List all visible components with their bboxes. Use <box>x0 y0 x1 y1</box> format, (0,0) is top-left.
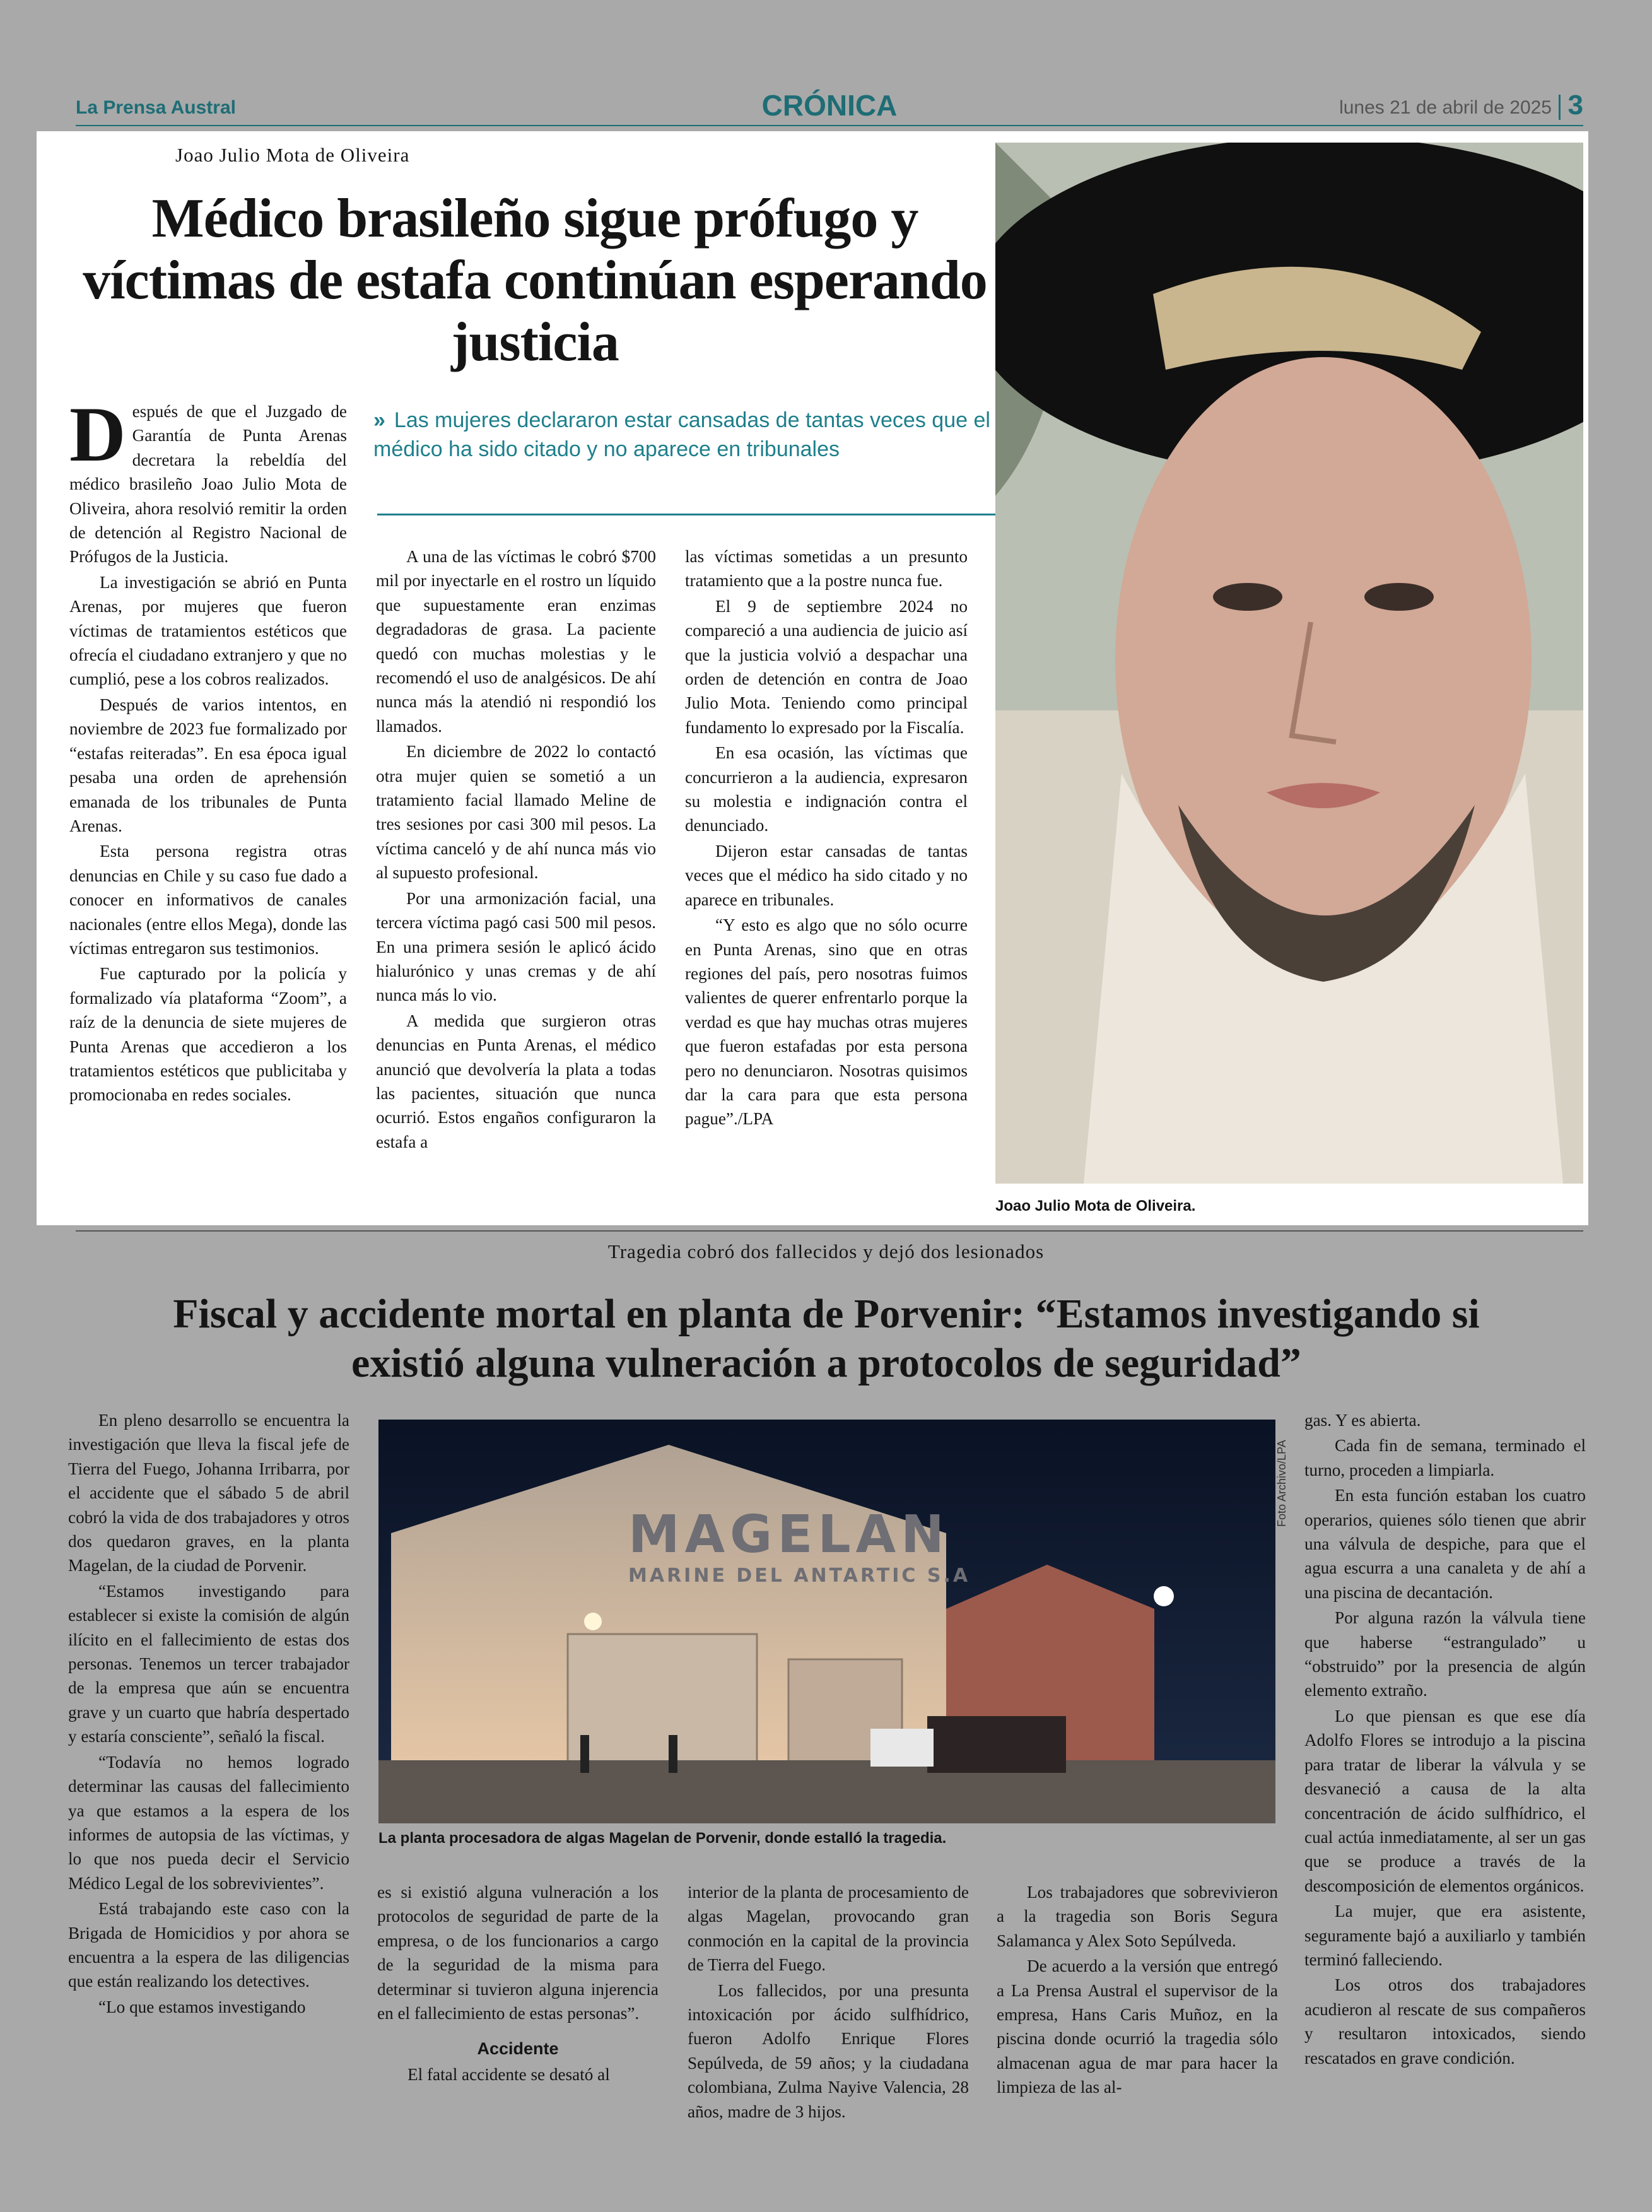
portrait-illustration <box>995 143 1583 1184</box>
paragraph: Esta persona registra otras denuncias en Chile y su caso fue dado a conocer en informativos de canales nacionales (entre ellos Mega), donde las víctimas entregaron sus testimonios. <box>69 842 347 958</box>
plant-photo-caption: La planta procesadora de algas Magelan de Porvenir, donde estalló la tragedia. <box>378 1830 947 1847</box>
page-header <box>76 88 1583 126</box>
paragraph: En esta función estaban los cuatro operarios, quienes sólo tienen que abrir una válvula de despiche, para que el agua escurra a una canaleta y de ahí a una piscina de decantación. <box>1304 1486 1586 1602</box>
plant-sign-name: MAGELAN <box>628 1505 949 1565</box>
paragraph: La mujer, que era asistente, seguramente bajó a auxiliarlo y también terminó falleciendo. <box>1304 1902 1586 1969</box>
paragraph: En diciembre de 2022 lo contactó otra mujer quien se sometió a un tratamiento facial llamado Meline de tres sesiones por casi 300 mil pesos. La víctima canceló y de ahí nunca más vio al supuesto profesional. <box>376 742 656 883</box>
header-rule <box>76 125 1583 126</box>
paragraph: Por una armonización facial, una tercera víctima pagó casi 500 mil pesos. En una primera sesión le aplicó ácido hialurónico y unas cremas y de ahí nunca más lo vio. <box>376 888 656 1005</box>
photo-credit: Foto Archivo/LPA <box>1275 1440 1288 1527</box>
paragraph: Lo que piensan es que ese día Adolfo Flores se introdujo a la piscina para tratar de liberar la válvula y se desvaneció a causa de la alta concentración de ácido sulfhídrico, el cual actúa inmediatamente, al ser un gas que se produce a través de la descomposición de elementos orgánicos. <box>1304 1706 1586 1895</box>
pull-quote-text: Las mujeres declararon estar cansadas de tantas veces que el médico ha sido citado y no aparece en tribunales <box>373 408 990 461</box>
story1-column-3 <box>685 544 968 1132</box>
paragraph: “Todavía no hemos logrado determinar las causas del fallecimiento ya que estamos a la espera de los informes de autopsia de las víctimas, y lo que nos pueda decir el Servicio Médico Legal de los sobrevivientes”. <box>68 1752 349 1893</box>
paragraph: A medida que surgieron otras denuncias en Punta Arenas, el médico anunció que devolvería la plata a todas las pacientes, situación que nunca ocurrió. Estos engaños configuraron la estafa a <box>376 1011 656 1151</box>
paragraph: “Lo que estamos investigando <box>98 1997 306 2016</box>
magelan-plant-photo <box>378 1420 1275 1823</box>
paragraph: El fatal accidente se desató al <box>407 2064 610 2084</box>
doctor-portrait-photo <box>995 143 1583 1184</box>
subhead-accidente: Accidente <box>477 2039 559 2059</box>
story1-column-1 <box>69 391 347 1109</box>
newspaper-brand: La Prensa Austral <box>76 97 236 118</box>
story1-column-2 <box>376 544 656 1155</box>
plant-sign-subtitle: MARINE DEL ANTARTIC S.A <box>628 1565 971 1587</box>
paragraph: gas. Y es abierta. <box>1304 1411 1421 1430</box>
story-doctor-fugitive <box>37 131 1588 1225</box>
story2-column-5 <box>1304 1408 1586 2071</box>
paragraph: es si existió alguna vulneración a los protocolos de seguridad de parte de la empresa, o de los funcionarios a cargo de la seguridad de la misma para determinar si tuvieron alguna injerencia en el fallecimiento de estas personas”. <box>377 1883 659 2023</box>
story1-headline: Médico brasileño sigue prófugo y víctimas de estafa continúan esperando justicia <box>83 188 987 373</box>
page-number: 3 <box>1567 90 1583 121</box>
story2-column-2 <box>377 1880 659 2088</box>
paragraph: las víctimas sometidas a un presunto tratamiento que a la postre nunca fue. <box>685 547 968 591</box>
paragraph: Los otros dos trabajadores acudieron al rescate de sus compañeros y resultaron intoxicados, siendo rescatados en grave condición. <box>1304 1975 1586 2068</box>
paragraph: Por alguna razón la válvula tiene que haberse “estrangulado” u “obstruido” por la presencia de algún elemento extraño. <box>1304 1608 1586 1700</box>
story1-kicker: Joao Julio Mota de Oliveira <box>175 144 410 166</box>
paragraph: Dijeron estar cansadas de tantas veces que el médico ha sido citado y no aparece en tribunales. <box>685 841 968 909</box>
paragraph: Cada fin de semana, terminado el turno, proceden a limpiarla. <box>1304 1436 1586 1480</box>
pull-quote-rule <box>377 514 1004 515</box>
paragraph: Los fallecidos, por una presunta intoxicación por ácido sulfhídrico, fueron Adolfo Enrique Flores Sepúlveda, de 59 años; y la ciudadana colombiana, Zulma Nayive Valencia, 28 años, madre de 3 hijos. <box>688 1980 969 2121</box>
story2-column-3 <box>688 1880 969 2125</box>
paragraph: De acuerdo a la versión que entregó a La Prensa Austral el supervisor de la empresa, Hans Caris Muñoz, en la piscina donde ocurrió la tragedia sólo almacenan agua de mar para hacer la limpieza de las al- <box>997 1956 1278 2097</box>
paragraph: “Y esto es algo que no sólo ocurre en Punta Arenas, sino que en otras regiones del país, pero nosotras fuimos valientes de querer enfrentarlo porque la verdad es que hay muchas otras mujeres que fueron estafadas por esta persona pero no denunciaron. Nosotras quisimos dar la cara para que esta persona pague”./LPA <box>685 915 968 1129</box>
pull-quote <box>373 406 1004 464</box>
paragraph: En esa ocasión, las víctimas que concurrieron a la audiencia, expresaron su molestia e indignación contra el denunciado. <box>685 743 968 835</box>
paragraph: El 9 de septiembre 2024 no compareció a una audiencia de juicio así que la justicia volvió a despachar una orden de detención en contra de Joao Julio Mota. Teniendo como principal fundamento lo expresado por la Fiscalía. <box>685 596 968 737</box>
issue-date: lunes 21 de abril de 2025 <box>1339 97 1552 118</box>
story2-column-1 <box>68 1408 349 2020</box>
section-title: CRÓNICA <box>761 89 898 122</box>
story2-kicker: Tragedia cobró dos fallecidos y dejó dos lesionados <box>607 1240 1045 1262</box>
double-chevron-icon: » <box>373 408 385 432</box>
story1-lead-paragraph: espués de que el Juzgado de Garantía de Punta Arenas decretara la rebeldía del médico brasileño Joao Julio Mota de Oliveira, ahora resolvió remitir la orden de detención al Registro Nacional de Prófugos de la Justicia. <box>69 402 347 567</box>
paragraph: A una de las víctimas le cobró $700 mil por inyectarle en el rostro un líquido que supuestamente eran enzimas degradadoras de grasa. La paciente quedó con muchas molestias y le recomendó el uso de analgésicos. De ahí nunca más la atendió ni respondió los llamados. <box>376 547 656 736</box>
story2-headline: Fiscal y accidente mortal en planta de Porvenir: “Estamos investigando si existió alguna vulneración a protocolos de seguridad” <box>173 1291 1480 1386</box>
paragraph: Los trabajadores que sobrevivieron a la tragedia son Boris Segura Salamanca y Alex Soto Sepúlveda. <box>997 1883 1278 1950</box>
header-divider <box>1559 95 1561 120</box>
paragraph: En pleno desarrollo se encuentra la investigación que lleva la fiscal jefe de Tierra del Fuego, Johanna Irribarra, por el accidente que el sábado 5 de abril cobró la vida de dos trabajadores y otros dos quedaron graves, en la planta Magelan, de la ciudad de Porvenir. <box>68 1411 349 1575</box>
section-separator <box>76 1230 1583 1232</box>
plant-illustration <box>378 1420 1275 1823</box>
paragraph: Fue capturado por la policía y formalizado vía plataforma “Zoom”, a raíz de la denuncia de siete mujeres de Punta Arenas que accedieron a los tratamientos estéticos que publicitaba y promocionaba en redes sociales. <box>69 964 347 1105</box>
paragraph: La investigación se abrió en Punta Arenas, por mujeres que fueron víctimas de tratamientos estéticos que ofrecía el ciudadano extranjero y que no cumplió, pese a los cobros realizados. <box>69 572 347 689</box>
drop-cap: D <box>69 391 126 478</box>
portrait-caption: Joao Julio Mota de Oliveira. <box>995 1197 1196 1215</box>
paragraph: interior de la planta de procesamiento de algas Magelan, provocando gran conmoción en la capital de la provincia de Tierra del Fuego. <box>688 1883 969 1975</box>
paragraph: Está trabajando este caso con la Brigada de Homicidios y por ahora se encuentra a la espera de las diligencias que están realizando los detectives. <box>68 1899 349 1991</box>
story2-column-4 <box>997 1880 1278 2101</box>
paragraph: Después de varios intentos, en noviembre de 2023 fue formalizado por “estafas reiteradas”. En esa época igual pesaba una orden de aprehensión emanada de los tribunales de Punta Arenas. <box>69 695 347 835</box>
paragraph: “Estamos investigando para establecer si existe la comisión de algún ilícito en el fallecimiento de estas dos personas. Tenemos un tercer trabajador de la empresa que aún se encuentra grave y un cuarto que habría despertado y estaría consciente”, señaló la fiscal. <box>68 1581 349 1746</box>
